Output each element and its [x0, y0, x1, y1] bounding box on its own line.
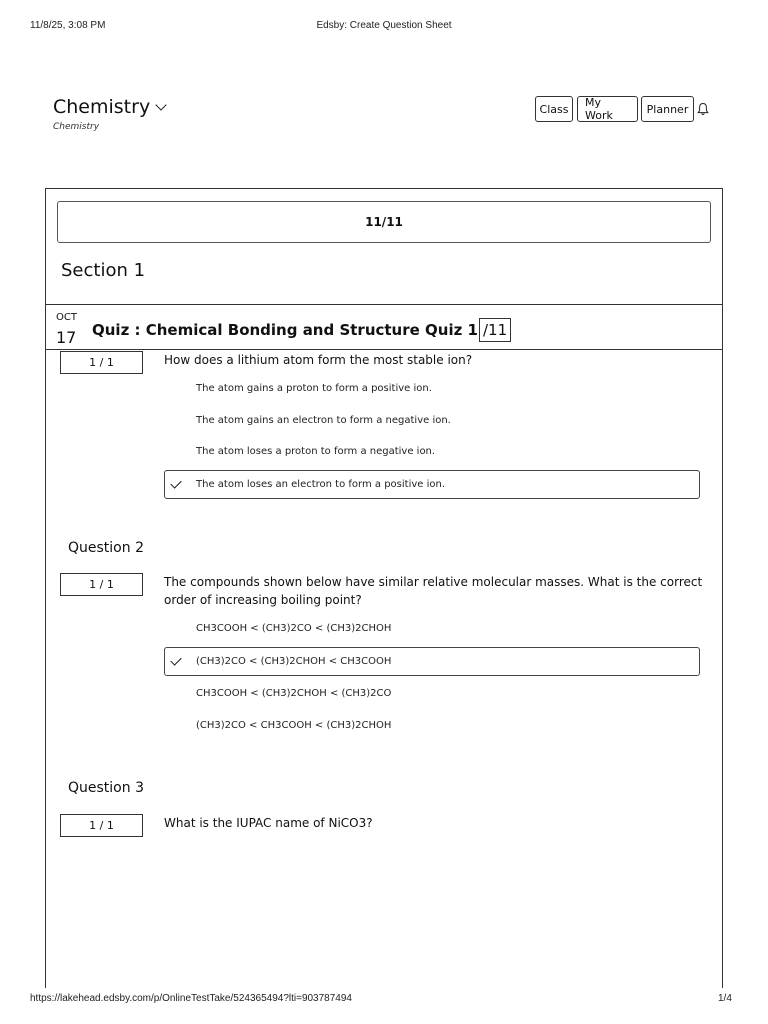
chevron-down-icon: [156, 99, 167, 110]
print-page-number: 1/4: [718, 993, 732, 1004]
print-page-title: Edsby: Create Question Sheet: [316, 20, 452, 31]
divider: [45, 304, 723, 305]
answer-option[interactable]: CH3COOH < (CH3)2CHOH < (CH3)2CO: [196, 688, 392, 699]
course-selector[interactable]: [53, 96, 165, 118]
question-label: Question 3: [68, 780, 144, 796]
answer-option-label: (CH3)2CO < (CH3)2CHOH < CH3COOH: [196, 656, 392, 667]
divider: [45, 349, 723, 350]
answer-option[interactable]: The atom gains a proton to form a positive ion.: [196, 383, 432, 394]
quiz-day: 17: [56, 328, 77, 347]
section-title: Section 1: [61, 260, 146, 281]
question-score: 1 / 1: [60, 573, 143, 596]
answer-option-selected[interactable]: [164, 647, 700, 676]
answer-option[interactable]: (CH3)2CO < CH3COOH < (CH3)2CHOH: [196, 720, 392, 731]
bell-icon[interactable]: [697, 102, 709, 116]
question-score: 1 / 1: [60, 351, 143, 374]
my-work-button[interactable]: My Work: [577, 96, 638, 122]
quiz-title-row: [92, 318, 511, 342]
quiz-score: /11: [479, 318, 511, 342]
print-datetime: 11/8/25, 3:08 PM: [30, 20, 106, 31]
quiz-title: Quiz : Chemical Bonding and Structure Quiz 1: [92, 321, 478, 339]
answer-option[interactable]: The atom loses a proton to form a negative ion.: [196, 446, 436, 457]
checkmark-icon: [170, 654, 181, 665]
total-score-bar: 11/11: [57, 201, 711, 243]
course-title: Chemistry: [53, 96, 151, 118]
quiz-month: OCT: [56, 312, 77, 323]
answer-option-label: The atom loses an electron to form a positive ion.: [196, 479, 446, 490]
planner-button[interactable]: Planner: [641, 96, 694, 122]
question-text: What is the IUPAC name of NiCO3?: [164, 816, 373, 830]
question-text: How does a lithium atom form the most stable ion?: [164, 353, 473, 367]
question-label: Question 2: [68, 540, 144, 556]
checkmark-icon: [170, 477, 181, 488]
question-text: The compounds shown below have similar relative molecular masses. What is the correct order of increasing boiling point?: [164, 575, 703, 607]
print-url: https://lakehead.edsby.com/p/OnlineTestTake/524365494?lti=903787494: [30, 993, 352, 1004]
answer-option[interactable]: The atom gains an electron to form a negative ion.: [196, 415, 451, 426]
class-button[interactable]: Class: [535, 96, 573, 122]
answer-option-selected[interactable]: [164, 470, 700, 499]
course-subtitle: Chemistry: [53, 122, 100, 132]
question-score: 1 / 1: [60, 814, 143, 837]
answer-option[interactable]: CH3COOH < (CH3)2CO < (CH3)2CHOH: [196, 623, 392, 634]
